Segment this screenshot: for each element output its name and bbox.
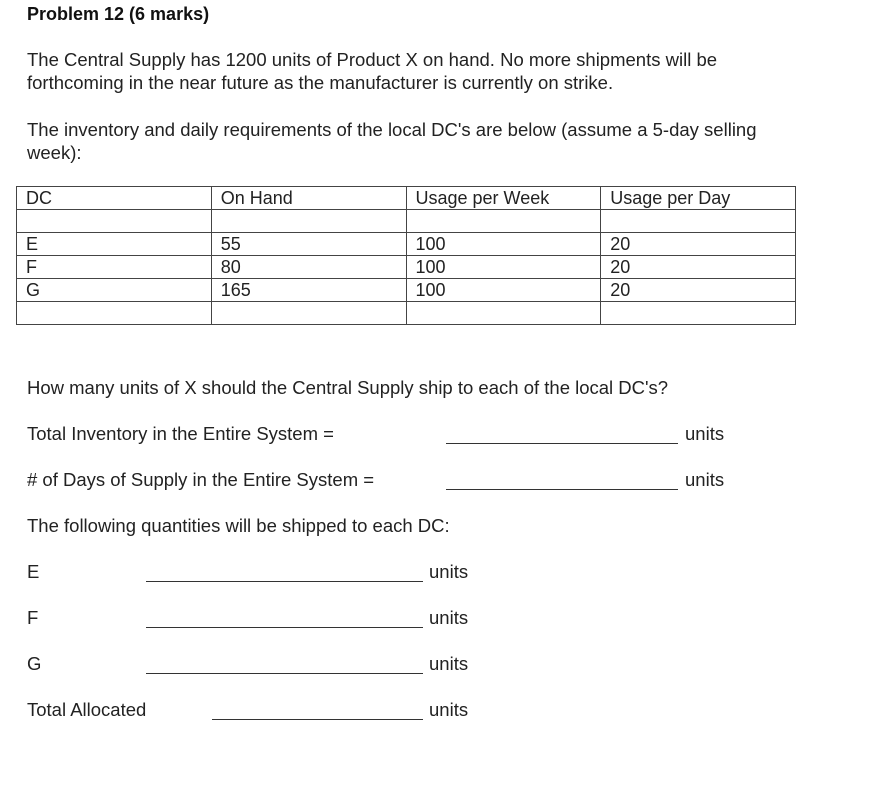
table-row-blank: [17, 210, 796, 233]
days-supply-label: # of Days of Supply in the Entire System =: [27, 469, 375, 490]
ship-g-label: G: [27, 653, 42, 674]
total-allocated-label: Total Allocated: [27, 699, 147, 720]
main-question: How many units of X should the Central Supply ship to each of the local DC's?: [27, 377, 669, 398]
cell-on-hand: 80: [211, 256, 406, 279]
problem-paragraph-2: The inventory and daily requirements of the local DC's are below (assume a 5-day selling week):: [27, 119, 757, 163]
total-inventory-answer-line[interactable]: [446, 443, 678, 444]
cell-usage-week: 100: [406, 279, 601, 302]
ship-e-label: E: [27, 561, 40, 582]
cell-usage-day: 20: [601, 233, 796, 256]
ship-e-unit: units: [429, 561, 469, 582]
table-header-row: [17, 187, 796, 210]
cell-usage-day: 20: [601, 279, 796, 302]
header-usage-day: Usage per Day: [601, 187, 796, 210]
total-allocated-answer-line[interactable]: [212, 719, 423, 720]
problem-title: Problem 12 (6 marks): [27, 4, 210, 24]
ship-g-unit: units: [429, 653, 469, 674]
ship-g-answer-line[interactable]: [146, 673, 423, 674]
ship-f-label: F: [27, 607, 39, 628]
table-row: [17, 256, 796, 279]
table-row: [17, 233, 796, 256]
days-supply-answer-line[interactable]: [446, 489, 678, 490]
cell-usage-week: 100: [406, 233, 601, 256]
table-row: [17, 279, 796, 302]
shipped-intro: The following quantities will be shipped to each DC:: [27, 515, 450, 536]
header-on-hand: On Hand: [211, 187, 406, 210]
ship-f-answer-line[interactable]: [146, 627, 423, 628]
cell-usage-day: 20: [601, 256, 796, 279]
cell-on-hand: 55: [211, 233, 406, 256]
cell-dc: E: [17, 233, 212, 256]
total-inventory-unit: units: [685, 423, 725, 444]
ship-f-unit: units: [429, 607, 469, 628]
cell-dc: G: [17, 279, 212, 302]
problem-paragraph-1: The Central Supply has 1200 units of Product X on hand. No more shipments will be forthcoming in the near future as the manufacturer is currently on strike.: [27, 49, 718, 93]
total-allocated-unit: units: [429, 699, 469, 720]
cell-dc: F: [17, 256, 212, 279]
dc-inventory-table: [16, 186, 796, 325]
cell-usage-week: 100: [406, 256, 601, 279]
total-inventory-label: Total Inventory in the Entire System =: [27, 423, 334, 444]
days-supply-unit: units: [685, 469, 725, 490]
cell-on-hand: 165: [211, 279, 406, 302]
table-row-blank: [17, 302, 796, 325]
header-dc: DC: [17, 187, 212, 210]
ship-e-answer-line[interactable]: [146, 581, 423, 582]
header-usage-week: Usage per Week: [406, 187, 601, 210]
